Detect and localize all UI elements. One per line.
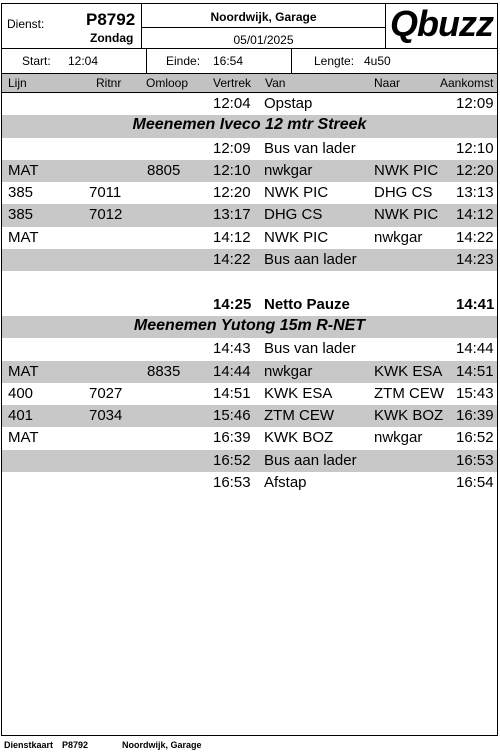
row-aankomst: 16:52 xyxy=(456,429,494,447)
row-aankomst: 14:51 xyxy=(456,362,494,380)
row-van: NWK PIC xyxy=(264,184,329,202)
col-van: Van xyxy=(265,76,286,90)
table-row xyxy=(2,227,497,249)
row-lijn: 400 xyxy=(8,384,34,402)
row-vertrek: 13:17 xyxy=(213,206,251,224)
row-vertrek: 14:51 xyxy=(213,384,251,402)
row-van: Opstap xyxy=(264,95,313,112)
section-header xyxy=(2,115,497,137)
row-naar: nwkgar xyxy=(374,228,423,246)
section-title: Meenemen Yutong 15m R-NET xyxy=(133,316,366,334)
row-vertrek: 12:10 xyxy=(213,161,251,179)
row-naar: ZTM CEW xyxy=(374,384,444,402)
row-aankomst: 14:44 xyxy=(456,340,494,358)
table-row xyxy=(2,160,497,182)
row-ritnr: 7034 xyxy=(89,407,123,425)
row-aankomst: 12:09 xyxy=(456,95,494,112)
row-vertrek: 16:53 xyxy=(213,474,251,492)
length-label: Lengte: xyxy=(314,54,355,68)
col-lijn: Lijn xyxy=(8,76,27,90)
table-row xyxy=(2,338,497,360)
row-van: nwkgar xyxy=(264,161,313,179)
row-aankomst: 12:10 xyxy=(456,139,494,157)
row-van: Bus van lader xyxy=(264,139,356,157)
row-lijn: 385 xyxy=(8,184,34,202)
row-van: NWK PIC xyxy=(264,228,329,246)
col-naar: Naar xyxy=(374,76,401,90)
table-row xyxy=(2,427,497,449)
end-value: 16:54 xyxy=(213,54,244,68)
row-vertrek: 15:46 xyxy=(213,407,251,425)
col-omloop: Omloop xyxy=(146,76,189,90)
row-lijn: 401 xyxy=(8,407,34,425)
row-aankomst: 16:54 xyxy=(456,474,494,492)
row-van: KWK BOZ xyxy=(264,429,334,447)
col-aankomst: Aankomst xyxy=(440,76,494,90)
footer-label: Dienstkaart xyxy=(4,740,54,750)
table-row xyxy=(2,450,497,472)
row-aankomst: 12:20 xyxy=(456,161,494,179)
dienst-number: P8792 xyxy=(86,10,136,29)
row-ritnr: 7012 xyxy=(89,206,123,224)
table-row xyxy=(2,472,497,494)
row-aankomst: 14:12 xyxy=(456,206,494,224)
schedule-rows xyxy=(2,93,497,494)
row-van: Bus aan lader xyxy=(264,251,357,269)
row-lijn: MAT xyxy=(8,429,39,447)
row-aankomst: 14:22 xyxy=(456,228,494,246)
row-naar: NWK PIC xyxy=(374,206,439,224)
dienst-label: Dienst: xyxy=(7,17,45,31)
col-vertrek: Vertrek xyxy=(213,76,252,90)
col-ritnr: Ritnr xyxy=(96,76,122,90)
location-date-cell xyxy=(142,4,386,48)
row-van: Bus aan lader xyxy=(264,451,357,469)
row-van: Netto Pauze xyxy=(264,295,350,313)
row-naar: KWK ESA xyxy=(374,362,443,380)
end-label: Einde: xyxy=(166,54,201,68)
divider xyxy=(146,49,147,73)
row-naar: DHG CS xyxy=(374,184,433,202)
row-van: Afstap xyxy=(264,474,307,492)
dienstkaart xyxy=(1,3,498,736)
row-van: Bus van lader xyxy=(264,340,356,358)
row-vertrek: 16:39 xyxy=(213,429,251,447)
day-label: Zondag xyxy=(90,31,134,45)
row-vertrek: 12:04 xyxy=(213,95,251,112)
row-vertrek: 12:09 xyxy=(213,139,251,157)
table-row xyxy=(2,93,497,115)
location-label: Noordwijk, Garage xyxy=(210,10,317,24)
qbuzz-logo: Qbuzz xyxy=(390,3,493,44)
row-ritnr: 7011 xyxy=(89,184,122,202)
column-header xyxy=(2,74,497,93)
table-row xyxy=(2,383,497,405)
row-ritnr: 7027 xyxy=(89,384,123,402)
row-aankomst: 15:43 xyxy=(456,384,494,402)
row-aankomst: 16:53 xyxy=(456,451,494,469)
row-vertrek: 14:43 xyxy=(213,340,251,358)
header-times xyxy=(2,49,497,74)
spacer-row xyxy=(2,271,497,293)
row-naar: nwkgar xyxy=(374,429,423,447)
row-aankomst: 16:39 xyxy=(456,407,494,425)
dienst-cell xyxy=(2,4,142,48)
footer-dienst-number: P8792 xyxy=(62,740,89,750)
row-naar: KWK BOZ xyxy=(374,407,444,425)
row-vertrek: 12:20 xyxy=(213,184,251,202)
row-lijn: 385 xyxy=(8,206,34,224)
footer-location: Noordwijk, Garage xyxy=(122,740,202,750)
row-lijn: MAT xyxy=(8,161,39,179)
table-row xyxy=(2,182,497,204)
start-label: Start: xyxy=(22,54,51,68)
row-aankomst: 13:13 xyxy=(456,184,494,202)
table-row xyxy=(2,249,497,271)
row-van: DHG CS xyxy=(264,206,323,224)
divider xyxy=(142,27,385,28)
start-value: 12:04 xyxy=(68,54,99,68)
length-value: 4u50 xyxy=(364,54,391,68)
section-title: Meenemen Iveco 12 mtr Streek xyxy=(132,116,367,134)
row-aankomst: 14:23 xyxy=(456,251,494,269)
row-naar: NWK PIC xyxy=(374,161,439,179)
table-row xyxy=(2,294,497,316)
row-vertrek: 14:25 xyxy=(213,295,252,313)
section-header xyxy=(2,316,497,338)
date-label: 05/01/2025 xyxy=(233,33,294,47)
row-van: KWK ESA xyxy=(264,384,333,402)
row-aankomst: 14:41 xyxy=(456,295,495,313)
table-row xyxy=(2,204,497,226)
row-vertrek: 14:12 xyxy=(213,228,251,246)
logo-cell xyxy=(386,4,497,48)
table-row xyxy=(2,138,497,160)
table-row xyxy=(2,361,497,383)
row-lijn: MAT xyxy=(8,362,39,380)
row-omloop: 8835 xyxy=(147,362,181,380)
divider xyxy=(291,49,292,73)
row-omloop: 8805 xyxy=(147,161,181,179)
row-lijn: MAT xyxy=(8,228,39,246)
row-vertrek: 16:52 xyxy=(213,451,251,469)
row-van: ZTM CEW xyxy=(264,407,334,425)
row-vertrek: 14:44 xyxy=(213,362,251,380)
row-vertrek: 14:22 xyxy=(213,251,251,269)
table-row xyxy=(2,405,497,427)
row-van: nwkgar xyxy=(264,362,313,380)
header-top xyxy=(2,4,497,49)
